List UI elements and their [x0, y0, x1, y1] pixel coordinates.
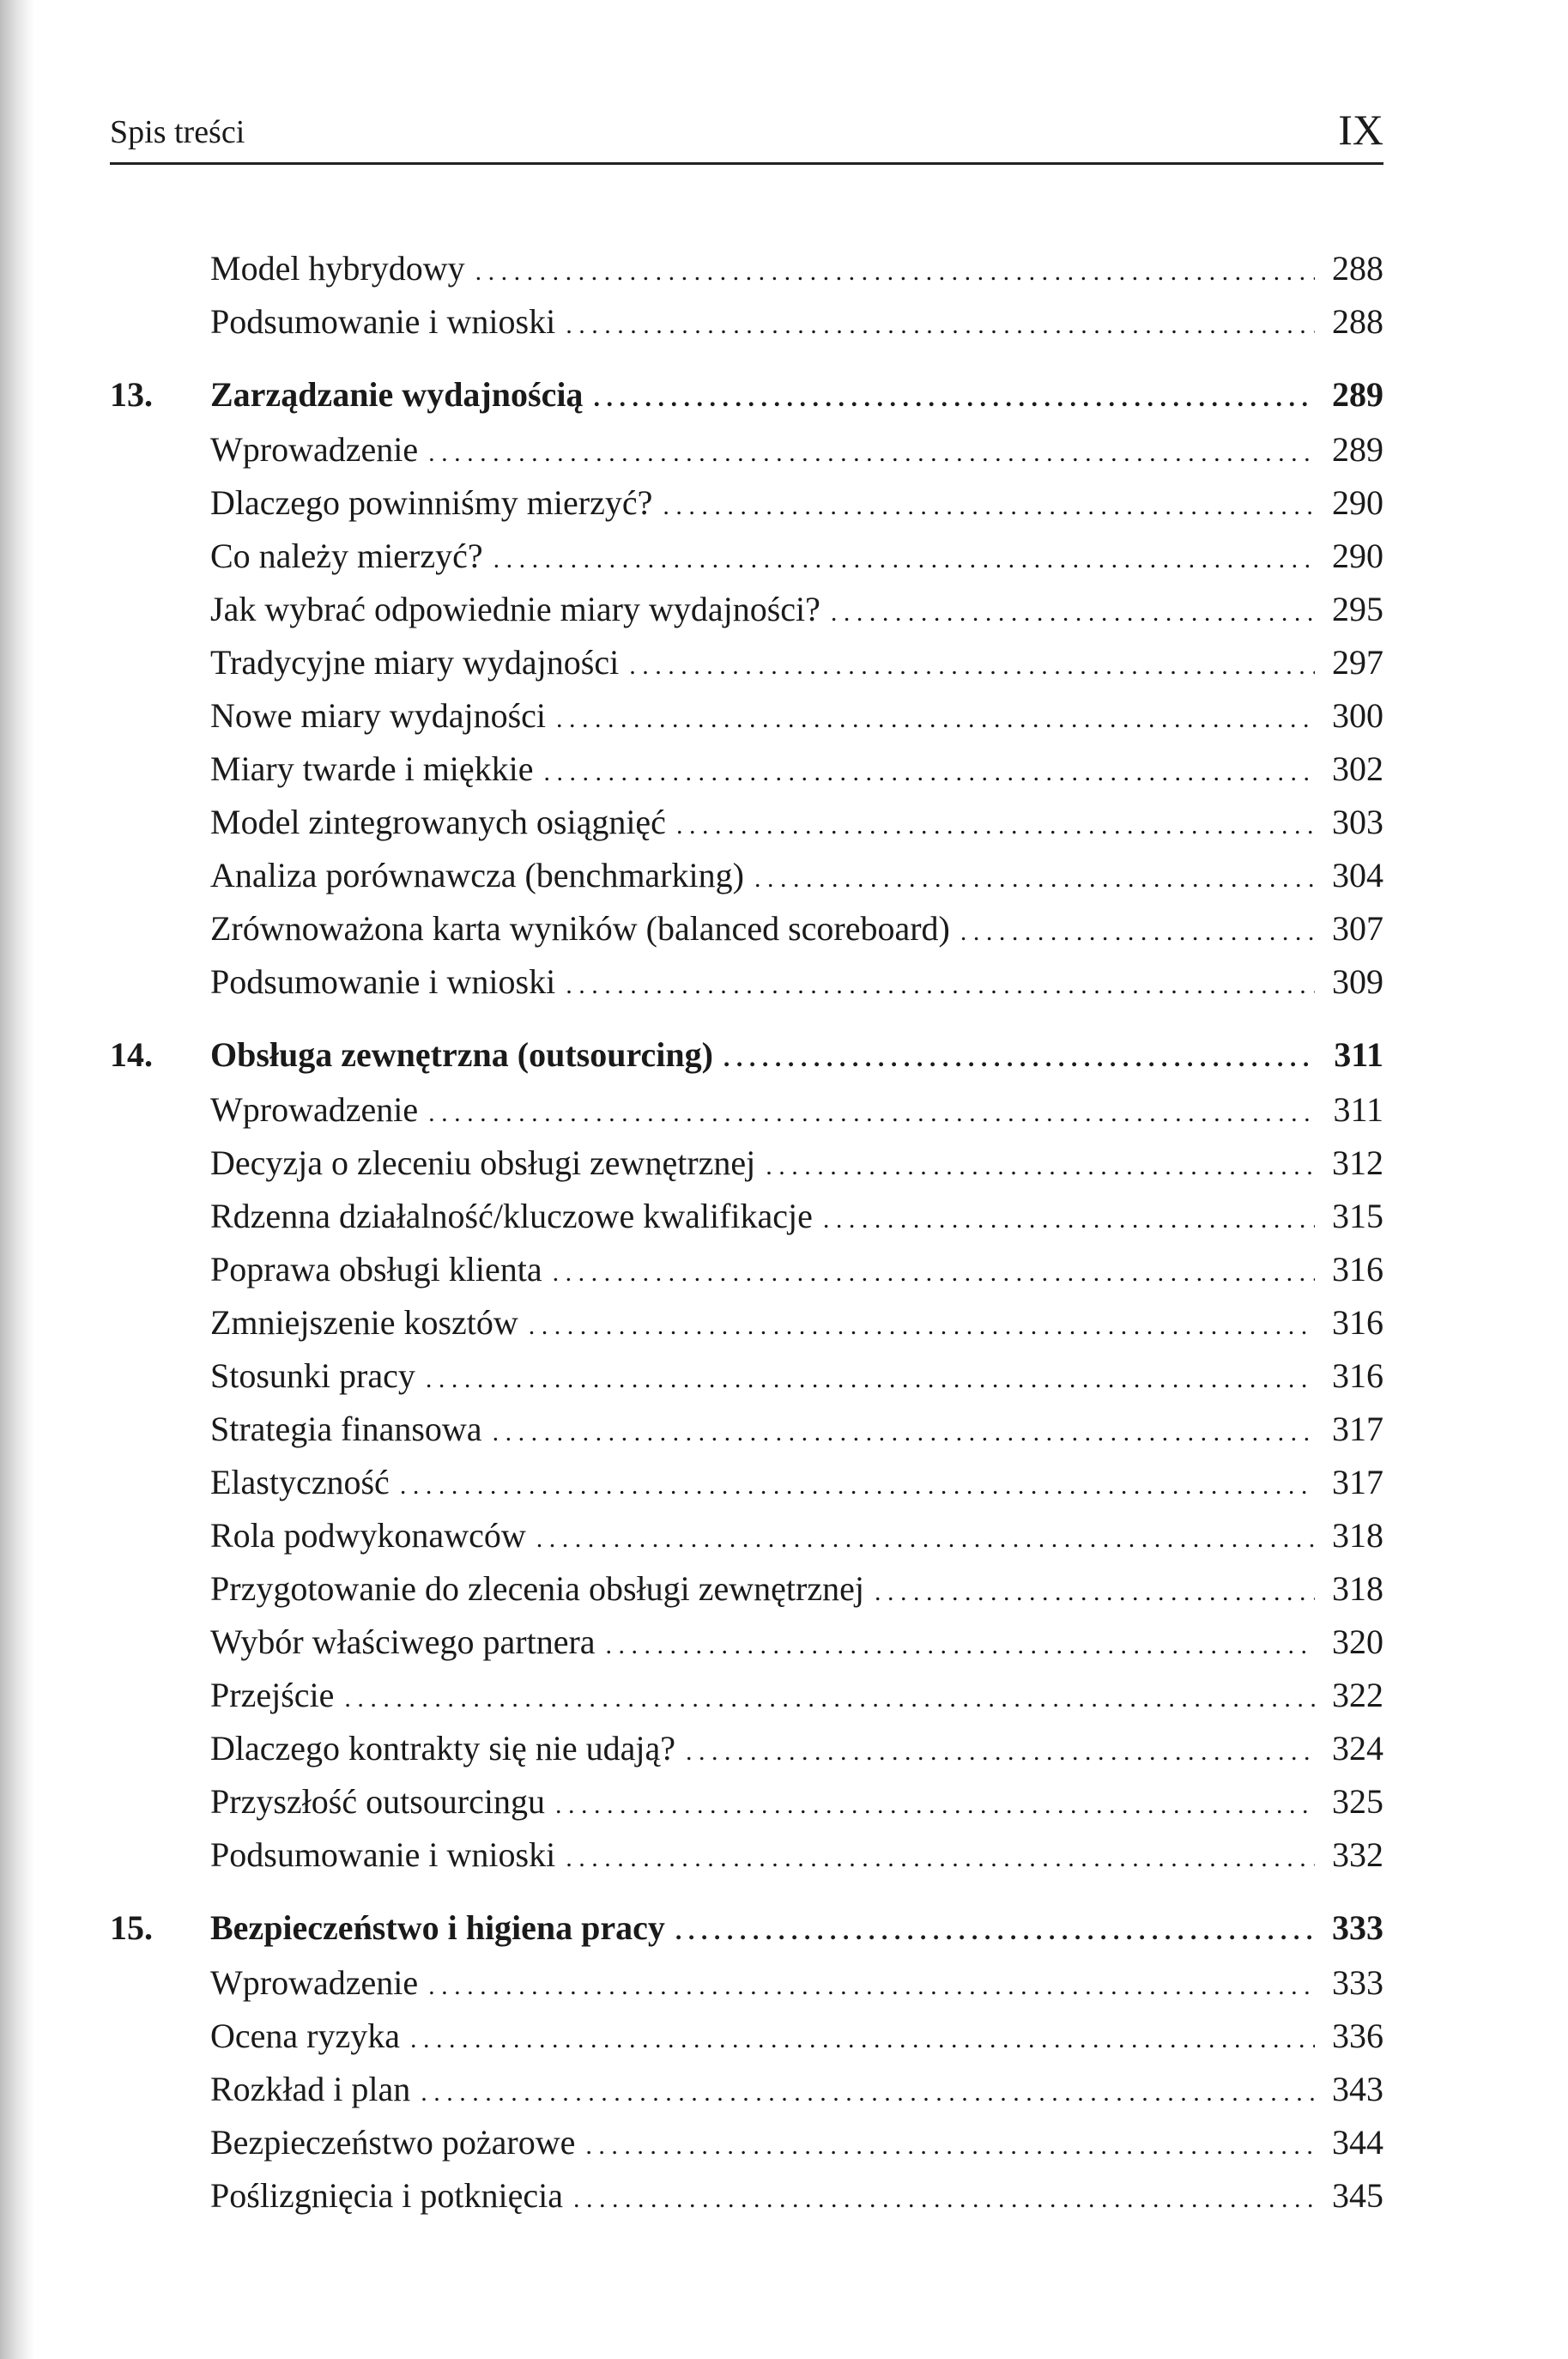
entry-page-number: 290 — [1332, 483, 1383, 522]
dot-leader — [428, 1960, 1315, 2013]
entry-title: Elastyczność — [210, 1463, 390, 1501]
toc-section-entry — [110, 2116, 1383, 2169]
dot-leader — [428, 1087, 1315, 1140]
toc-section-entry — [110, 530, 1383, 583]
toc-section-entry — [110, 1616, 1383, 1669]
dot-leader — [766, 1140, 1315, 1193]
entry-page-number: 295 — [1332, 590, 1383, 628]
dot-leader — [493, 533, 1315, 586]
entry-title: Zarządzanie wydajnością — [210, 375, 584, 414]
toc-section-entry — [110, 1722, 1383, 1775]
entry-title: Nowe miary wydajności — [210, 696, 547, 735]
entry-page-number: 316 — [1332, 1250, 1383, 1289]
toc-section-entry — [110, 1349, 1383, 1403]
entry-page-number: 300 — [1332, 696, 1383, 735]
dot-leader — [675, 1905, 1315, 1958]
entry-page-number: 311 — [1334, 1035, 1383, 1074]
running-header-title: Spis treści — [110, 114, 245, 150]
entry-page-number: 289 — [1332, 430, 1383, 469]
dot-leader — [663, 480, 1315, 533]
toc-section-entry — [110, 796, 1383, 849]
entry-page-number: 344 — [1332, 2123, 1383, 2162]
entry-title: Rozkład i plan — [210, 2070, 411, 2108]
dot-leader — [344, 1672, 1315, 1725]
entry-page-number: 312 — [1332, 1143, 1383, 1182]
entry-page-number: 318 — [1332, 1516, 1383, 1555]
entry-page-number: 315 — [1332, 1197, 1383, 1235]
entry-page-number: 297 — [1332, 643, 1383, 682]
entry-page-number: 311 — [1333, 1090, 1383, 1129]
toc-section-entry — [110, 1403, 1383, 1456]
entry-page-number: 343 — [1332, 2070, 1383, 2108]
entry-page-number: 320 — [1332, 1622, 1383, 1661]
dot-leader — [960, 906, 1315, 959]
dot-leader — [556, 693, 1315, 746]
entry-title: Dlaczego kontrakty się nie udają? — [210, 1729, 675, 1768]
toc-section-entry — [110, 1137, 1383, 1190]
toc-chapter-entry — [110, 1028, 1383, 1082]
entry-title: Poprawa obsługi klienta — [210, 1250, 542, 1289]
toc-section-entry — [110, 1775, 1383, 1828]
entry-title: Przyszłość outsourcingu — [210, 1782, 545, 1821]
entry-page-number: 333 — [1332, 1963, 1383, 2002]
toc-section-entry — [110, 849, 1383, 902]
entry-page-number: 317 — [1332, 1410, 1383, 1448]
entry-title: Miary twarde i miękkie — [210, 749, 534, 788]
toc-section-entry — [110, 1083, 1383, 1137]
entry-title: Model hybrydowy — [210, 249, 465, 288]
entry-page-number: 290 — [1332, 537, 1383, 575]
chapter-number: 13. — [110, 375, 153, 414]
entry-title: Jak wybrać odpowiednie miary wydajności? — [210, 590, 820, 628]
dot-leader — [831, 586, 1315, 640]
entry-page-number: 316 — [1332, 1356, 1383, 1395]
entry-title: Rdzenna działalność/kluczowe kwalifikacje — [210, 1197, 813, 1235]
entry-title: Dlaczego powinniśmy mierzyć? — [210, 483, 653, 522]
chapter-number: 14. — [110, 1035, 153, 1074]
entry-title: Obsługa zewnętrzna (outsourcing) — [210, 1035, 713, 1074]
dot-leader — [566, 959, 1315, 1012]
toc-section-entry — [110, 1243, 1383, 1296]
dot-leader — [686, 1725, 1315, 1779]
chapter-number: 15. — [110, 1908, 153, 1947]
entry-title: Tradycyjne miary wydajności — [210, 643, 620, 682]
entry-page-number: 309 — [1332, 962, 1383, 1001]
toc-chapter-entry — [110, 1901, 1383, 1955]
dot-leader — [428, 427, 1315, 480]
toc-section-entry — [110, 902, 1383, 955]
toc-section-entry — [110, 1190, 1383, 1243]
entry-page-number: 289 — [1332, 375, 1383, 414]
entry-title: Przejście — [210, 1676, 335, 1714]
entry-page-number: 307 — [1332, 909, 1383, 948]
entry-page-number: 322 — [1332, 1676, 1383, 1714]
dot-leader — [529, 1300, 1315, 1353]
running-header — [110, 106, 1383, 163]
entry-title: Poślizgnięcia i potknięcia — [210, 2176, 563, 2215]
dot-leader — [555, 1779, 1315, 1832]
entry-page-number: 325 — [1332, 1782, 1383, 1821]
dot-leader — [544, 746, 1315, 799]
dot-leader — [493, 1406, 1315, 1459]
toc-section-entry — [110, 2063, 1383, 2116]
dot-leader — [400, 1459, 1315, 1513]
entry-page-number: 304 — [1332, 856, 1383, 894]
toc-section-entry — [110, 423, 1383, 476]
toc-section-entry — [110, 1956, 1383, 2010]
toc-section-entry — [110, 2169, 1383, 2223]
entry-page-number: 302 — [1332, 749, 1383, 788]
entry-title: Ocena ryzyka — [210, 2016, 400, 2055]
toc-section-entry — [110, 242, 1383, 295]
dot-leader — [426, 1353, 1315, 1406]
dot-leader — [566, 1832, 1315, 1885]
dot-leader — [676, 799, 1315, 852]
dot-leader — [410, 2013, 1315, 2066]
entry-page-number: 288 — [1332, 302, 1383, 341]
entry-title: Podsumowanie i wnioski — [210, 302, 556, 341]
entry-title: Rola podwykonawców — [210, 1516, 526, 1555]
entry-title: Analiza porównawcza (benchmarking) — [210, 856, 744, 894]
entry-title: Model zintegrowanych osiągnięć — [210, 803, 666, 841]
entry-title: Wybór właściwego partnera — [210, 1622, 596, 1661]
toc-section-entry — [110, 1669, 1383, 1722]
dot-leader — [585, 2119, 1315, 2173]
toc-section-entry — [110, 1562, 1383, 1616]
entry-title: Bezpieczeństwo i higiena pracy — [210, 1908, 665, 1947]
toc-section-entry — [110, 295, 1383, 349]
dot-leader — [875, 1566, 1315, 1619]
toc-section-entry — [110, 476, 1383, 530]
entry-page-number: 345 — [1332, 2176, 1383, 2215]
toc-section-entry — [110, 1828, 1383, 1882]
entry-title: Decyzja o zleceniu obsługi zewnętrznej — [210, 1143, 756, 1182]
header-rule — [110, 162, 1383, 165]
entry-page-number: 303 — [1332, 803, 1383, 841]
entry-page-number: 324 — [1332, 1729, 1383, 1768]
toc-section-entry — [110, 1456, 1383, 1509]
entry-title: Zrównoważona karta wyników (balanced scoreboard) — [210, 909, 950, 948]
entry-page-number: 317 — [1332, 1463, 1383, 1501]
toc-section-entry — [110, 636, 1383, 689]
toc-section-entry — [110, 1296, 1383, 1349]
entry-title: Stosunki pracy — [210, 1356, 415, 1395]
entry-page-number: 333 — [1332, 1908, 1383, 1947]
dot-leader — [573, 2173, 1315, 2226]
entry-title: Wprowadzenie — [210, 430, 419, 469]
entry-title: Zmniejszenie kosztów — [210, 1303, 518, 1342]
page-number: IX — [1338, 106, 1383, 154]
entry-page-number: 332 — [1332, 1835, 1383, 1874]
entry-page-number: 318 — [1332, 1569, 1383, 1608]
entry-title: Przygotowanie do zlecenia obsługi zewnętrznej — [210, 1569, 864, 1608]
entry-title: Co należy mierzyć? — [210, 537, 483, 575]
dot-leader — [593, 372, 1315, 425]
toc-section-entry — [110, 689, 1383, 743]
toc-section-entry — [110, 583, 1383, 636]
dot-leader — [536, 1513, 1315, 1566]
dot-leader — [553, 1246, 1315, 1300]
entry-title: Podsumowanie i wnioski — [210, 1835, 556, 1874]
entry-page-number: 288 — [1332, 249, 1383, 288]
toc-section-entry — [110, 743, 1383, 796]
dot-leader — [475, 246, 1315, 299]
entry-page-number: 316 — [1332, 1303, 1383, 1342]
scan-edge-shadow — [0, 0, 34, 2359]
entry-title: Bezpieczeństwo pożarowe — [210, 2123, 576, 2162]
toc-section-entry — [110, 1509, 1383, 1562]
dot-leader — [606, 1619, 1315, 1672]
table-of-contents — [110, 242, 1383, 2223]
toc-section-entry — [110, 955, 1383, 1009]
entry-title: Wprowadzenie — [210, 1963, 419, 2002]
entry-title: Wprowadzenie — [210, 1090, 419, 1129]
dot-leader — [723, 1032, 1315, 1085]
entry-title: Strategia finansowa — [210, 1410, 482, 1448]
dot-leader — [566, 299, 1315, 352]
dot-leader — [754, 852, 1315, 906]
dot-leader — [421, 2066, 1315, 2119]
dot-leader — [823, 1193, 1315, 1246]
toc-section-entry — [110, 2010, 1383, 2063]
dot-leader — [629, 640, 1315, 693]
entry-page-number: 336 — [1332, 2016, 1383, 2055]
toc-chapter-entry — [110, 368, 1383, 421]
entry-title: Podsumowanie i wnioski — [210, 962, 556, 1001]
